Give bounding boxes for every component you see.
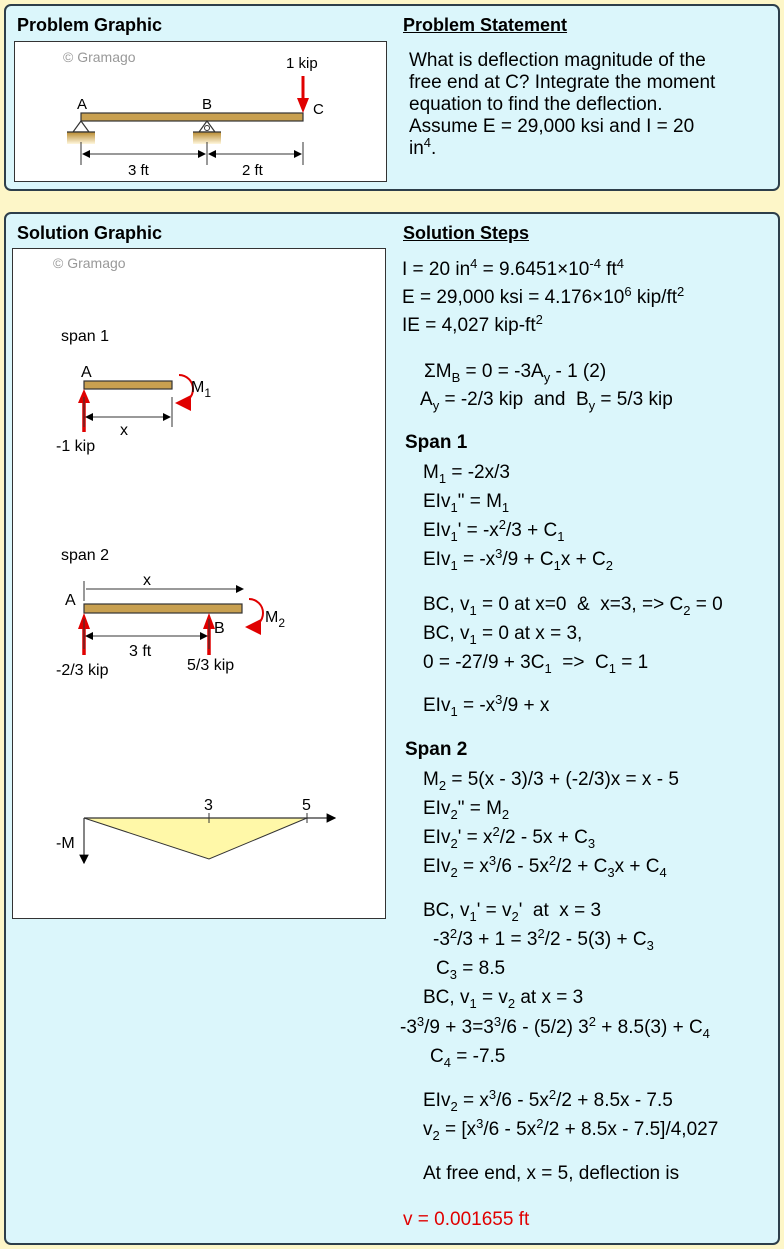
moment-tick-3: 3 — [204, 797, 213, 814]
load-label: 1 kip — [286, 55, 318, 72]
solution-steps-title: Solution Steps — [403, 223, 529, 243]
fbd2-force-b-label: 5/3 kip — [187, 657, 235, 674]
fbd1-moment-label: $M_1$ — [191, 379, 212, 400]
dim-ab: 3 ft — [128, 162, 149, 179]
span1-label: span 1 — [61, 328, 110, 345]
solution-graphic — [12, 248, 386, 919]
span1-heading: Span 1 — [405, 432, 468, 453]
problem-graphic-title: Problem Graphic — [17, 15, 163, 35]
fbd2-b-label: B — [214, 620, 225, 637]
watermark: © Gramago — [63, 49, 136, 65]
problem-statement-title: Problem Statement — [403, 15, 568, 35]
fbd2-a-label: A — [65, 592, 76, 609]
fbd1-a-label: A — [81, 364, 92, 381]
fbd2-moment-label: $M_2$ — [265, 609, 286, 630]
fbd2-moment-arrow — [249, 599, 263, 627]
problem-graphic — [14, 41, 387, 182]
fbd1-force-label: -1 kip — [56, 438, 96, 455]
watermark: © Gramago — [53, 255, 126, 271]
span2-heading: Span 2 — [405, 739, 468, 760]
fbd1-x-label: x — [120, 422, 128, 439]
moment-axis-label: -M — [56, 835, 75, 852]
final-note: At free end, x = 5, deflection is — [423, 1163, 680, 1184]
point-b-label: B — [202, 96, 213, 113]
moment-tick-5: 5 — [302, 797, 311, 814]
dim-bc: 2 ft — [242, 162, 263, 179]
problem-statement: What is deflection magnitude of the free end at C? Integrate the moment equation to find the deflection. Assume E = 29,000 ksi and I = 20 $in^4$. — [409, 50, 716, 159]
fbd2-beam — [84, 604, 242, 613]
pin-support-a — [73, 121, 89, 132]
fbd2-dim-label: 3 ft — [129, 643, 152, 660]
solution-diagrams — [13, 249, 384, 917]
fbd2-force-a-label: -2/3 kip — [56, 662, 109, 679]
solution-graphic-title: Solution Graphic — [17, 223, 163, 243]
point-a-label: A — [77, 96, 88, 113]
beam — [81, 113, 303, 121]
fbd1-beam — [84, 381, 172, 389]
answer: v = 0.001655 ft — [403, 1209, 530, 1230]
point-c-label: C — [313, 101, 324, 118]
span2-label: span 2 — [61, 547, 110, 564]
problem-panel — [4, 4, 780, 191]
solution-panel: Solution Graphic Solution Steps © Gramago span 1 A $M_1$ x -1 kip span 2 x A B $M_2$ 3 ft -2/3 kip 5/3 kip 3 5 -M I = 20 $in^4 = 9.6451\times 10^{-4}$ $ft^4$ E = 29,000 ksi = $4.176\times 10^6$ kip/$ft^2$ IE = 4,027 kip-$ft^2$ $\Sigma M_B = 0 = -3A_y - 1$ (2) $A_y = -2/3$ kip and $B_y = 5/3$ kip Span 1 $M_1 = -2x/3$ EIv$_1$" = $M_1$ $EIv_1' = -x^2/3 + C_1$ $EIv_1 = -x^3/9 + C_1x + C_2$ BC, $v_1 = 0$ at x=0 & x=3, => $C_2 = 0$ BC, $v_1 = 0$ at x = 3, $0 = -27/9 + 3C_1 => C_1 = 1$ $EIv_1 = -x^3/9 + x$ Span 2 $M_2 = 5(x - 3)/3 + (-2/3)x = x - 5$ EIv$_2$" = $M_2$ $EIv_2' = x^2/2 - 5x + C_3$ $EIv_2 = x^3/6 - 5x^2/2 + C_3x + C_4$ BC, $v_1' = v_2'$ at x = 3 $-3^2/3 + 1 = 3^2/2 - 5(3) + C_3$ $C_3 = 8.5$ BC, $v_1 = v_2$ at x = 3 $-3^3/9 + 3=3^3/6 - (5/2) 3^2 + 8.5(3) + C_4$ $C_4 = -7.5$ $EIv_2 = x^3/6 - 5x^2/2 + 8.5x - 7.5$ $v_2 = [x^3/6 - 5x^2/2 + 8.5x - 7.5]/4,027$ At free end, x = 5, deflection is v = 0.001655 ft — [4, 212, 780, 1245]
moment-diagram-area — [84, 818, 307, 859]
beam-diagram — [15, 42, 385, 180]
fbd2-x-label: x — [143, 572, 151, 589]
